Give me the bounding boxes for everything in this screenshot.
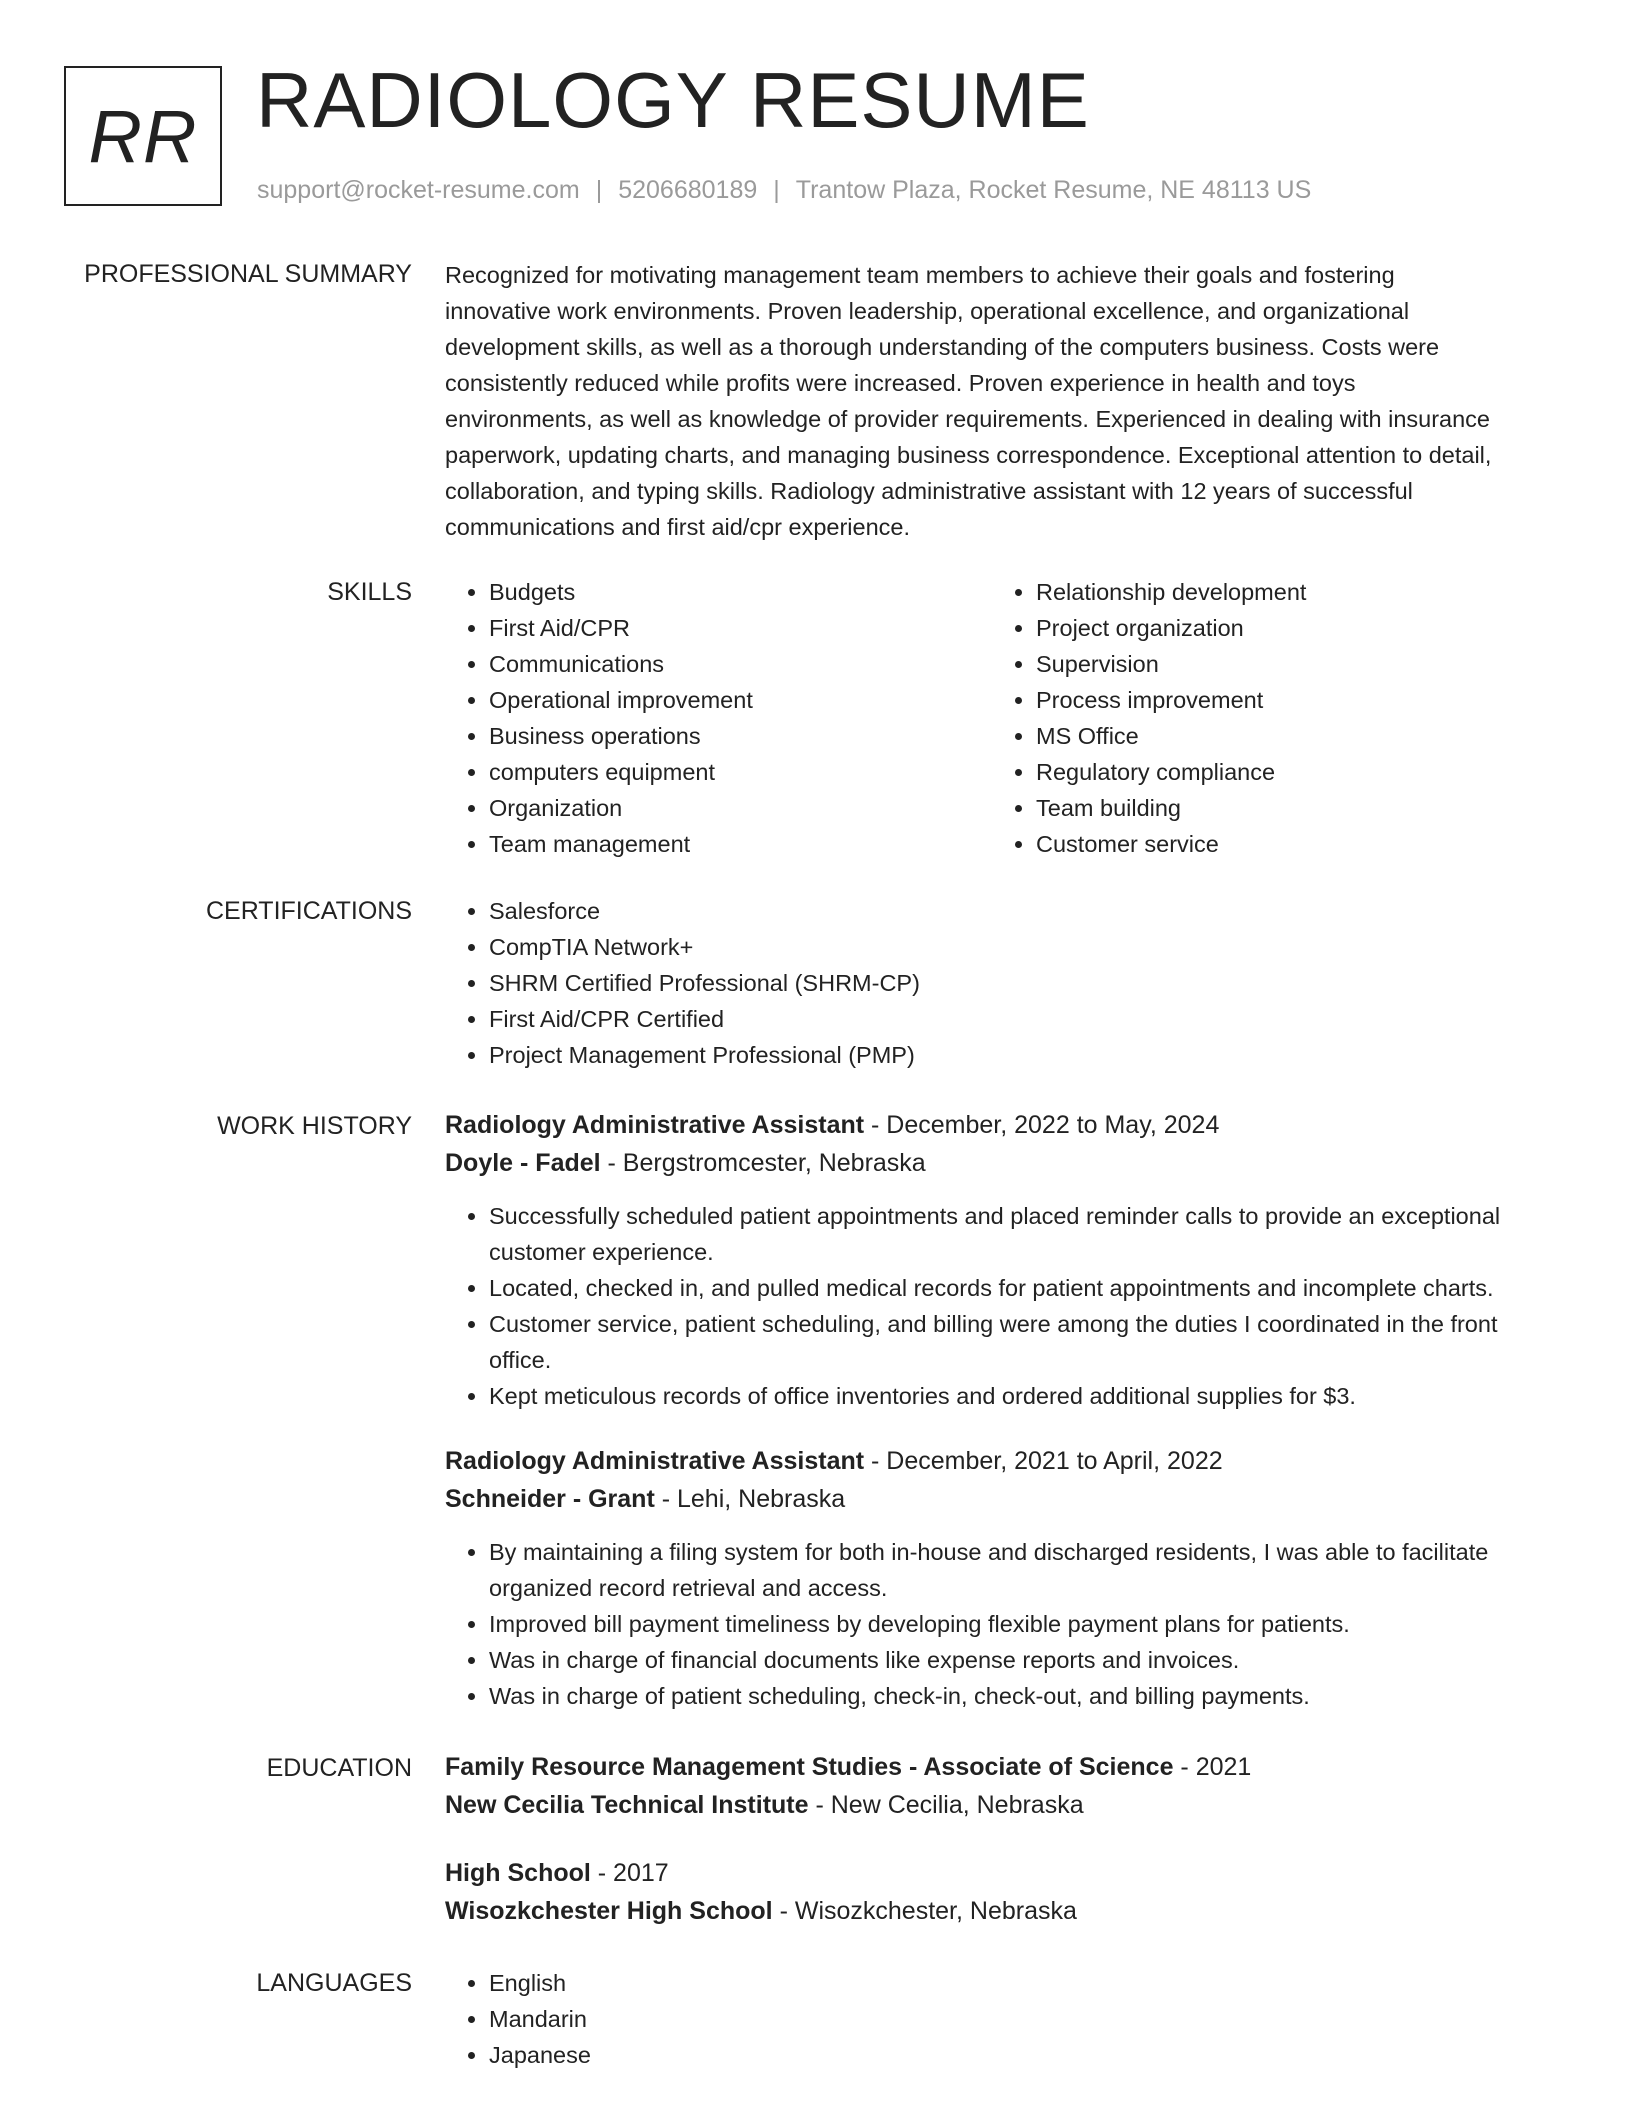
skill-item: • Business operations — [489, 718, 992, 754]
skills-grid — [445, 574, 1570, 862]
skills-column-left — [445, 574, 992, 862]
education-degree: Family Resource Management Studies - Associate of Science — [445, 1753, 1174, 1781]
job-location: - Bergstromcester, Nebraska — [600, 1149, 926, 1177]
phone-link[interactable]: 5206680189 — [618, 176, 758, 204]
education-school: New Cecilia Technical Institute — [445, 1791, 809, 1819]
summary-section — [445, 257, 1570, 545]
contact-line — [257, 172, 1311, 208]
languages-list — [445, 1965, 1570, 2073]
certification-item: • First Aid/CPR Certified — [489, 1001, 1570, 1037]
bullet-line: Located, checked in, and pulled medical records for patient appointments and incomplete charts. — [489, 1275, 1494, 1301]
summary-line: collaboration, and typing skills. Radiology administrative assistant with 12 years of successful — [445, 478, 1413, 504]
education-heading: EDUCATION — [266, 1754, 412, 1782]
summary-line: paperwork, updating charts, and managing business correspondence. Exceptional attention to detail, — [445, 442, 1492, 468]
page-title: RADIOLOGY RESUME — [256, 56, 1090, 144]
education-year: - 2017 — [590, 1859, 669, 1887]
skill-item: • MS Office — [1036, 718, 1539, 754]
skill-item: • Organization — [489, 790, 992, 826]
education-location: - New Cecilia, Nebraska — [808, 1791, 1084, 1819]
job-title: Radiology Administrative Assistant — [445, 1447, 865, 1475]
job-company-line — [445, 1144, 1570, 1182]
skill-item: • Relationship development — [1036, 574, 1539, 610]
certifications-heading: CERTIFICATIONS — [205, 897, 412, 925]
summary-line: environments, as well as knowledge of provider requirements. Experienced in dealing with insurance — [445, 406, 1491, 432]
skill-item: • Process improvement — [1036, 682, 1539, 718]
job-company: Schneider - Grant — [445, 1485, 655, 1513]
education-entry — [445, 1748, 1570, 1824]
skill-item: • Budgets — [489, 574, 992, 610]
education-school-line — [445, 1892, 1570, 1930]
job-bullets — [445, 1534, 1570, 1714]
job-bullet — [489, 1306, 1570, 1378]
summary-text — [445, 257, 1570, 545]
certification-item: • Project Management Professional (PMP) — [489, 1037, 1570, 1073]
job-title: Radiology Administrative Assistant — [445, 1111, 865, 1139]
summary-line: innovative work environments. Proven leadership, operational excellence, and organizational — [445, 298, 1410, 324]
languages-section — [445, 1965, 1570, 2073]
job-bullet — [489, 1606, 1570, 1642]
skills-list — [992, 574, 1539, 862]
job-entry — [445, 1106, 1570, 1414]
education-degree: High School — [445, 1859, 591, 1887]
bullet-line: Was in charge of patient scheduling, check-in, check-out, and billing payments. — [489, 1683, 1310, 1709]
skill-item: • Customer service — [1036, 826, 1539, 862]
certification-item: • Salesforce — [489, 893, 1570, 929]
education-degree-line — [445, 1748, 1570, 1786]
bullet-line: Kept meticulous records of office inventories and ordered additional supplies for $3. — [489, 1383, 1356, 1409]
education-year: - 2021 — [1173, 1753, 1252, 1781]
job-dates: - December, 2022 to May, 2024 — [864, 1111, 1220, 1139]
bullet-line: Was in charge of financial documents like expense reports and invoices. — [489, 1647, 1240, 1673]
skill-item: • Regulatory compliance — [1036, 754, 1539, 790]
job-location: - Lehi, Nebraska — [654, 1485, 846, 1513]
skills-column-right — [992, 574, 1539, 862]
summary-heading: PROFESSIONAL SUMMARY — [84, 260, 412, 288]
job-entry — [445, 1442, 1570, 1714]
skill-item: • Project organization — [1036, 610, 1539, 646]
contact-separator: | — [773, 176, 780, 204]
job-bullets — [445, 1198, 1570, 1414]
work-history-section — [445, 1106, 1570, 1714]
skills-list — [445, 574, 992, 862]
education-school-line — [445, 1786, 1570, 1824]
summary-line: consistently reduced while profits were increased. Proven experience in health and toys — [445, 370, 1356, 396]
education-school: Wisozkchester High School — [445, 1897, 773, 1925]
language-item: • Japanese — [489, 2037, 1570, 2073]
certification-item: • SHRM Certified Professional (SHRM-CP) — [489, 965, 1570, 1001]
job-bullet — [489, 1534, 1570, 1606]
job-bullet — [489, 1270, 1570, 1306]
job-bullet — [489, 1198, 1570, 1270]
skills-section — [445, 574, 1570, 862]
language-item: • Mandarin — [489, 2001, 1570, 2037]
job-title-line — [445, 1106, 1570, 1144]
bullet-line: organized record retrieval and access. — [489, 1575, 888, 1601]
email-link[interactable]: support@rocket-resume.com — [257, 176, 580, 204]
summary-line: development skills, as well as a thorough understanding of the computers business. Costs were — [445, 334, 1440, 360]
skill-item: • First Aid/CPR — [489, 610, 992, 646]
skill-item: • Team management — [489, 826, 992, 862]
monogram-logo: RR — [64, 66, 222, 206]
job-company-line — [445, 1480, 1570, 1518]
skill-item: • Operational improvement — [489, 682, 992, 718]
bullet-line: office. — [489, 1347, 552, 1373]
language-item: • English — [489, 1965, 1570, 2001]
work-history-heading: WORK HISTORY — [217, 1112, 412, 1140]
education-degree-line — [445, 1854, 1570, 1892]
skill-item: • computers equipment — [489, 754, 992, 790]
bullet-line: customer experience. — [489, 1239, 714, 1265]
job-bullet — [489, 1378, 1570, 1414]
certification-item: • CompTIA Network+ — [489, 929, 1570, 965]
contact-separator: | — [595, 176, 603, 204]
address-text: Trantow Plaza, Rocket Resume, NE 48113 US — [795, 176, 1312, 204]
bullet-line: By maintaining a filing system for both in-house and discharged residents, I was able to facilitate — [489, 1539, 1489, 1565]
summary-line: Recognized for motivating management team members to achieve their goals and fostering — [445, 262, 1395, 288]
job-title-line — [445, 1442, 1570, 1480]
job-company: Doyle - Fadel — [445, 1149, 601, 1177]
skill-item: • Team building — [1036, 790, 1539, 826]
job-bullet — [489, 1642, 1570, 1678]
skill-item: • Supervision — [1036, 646, 1539, 682]
languages-heading: LANGUAGES — [256, 1969, 412, 1997]
education-entry — [445, 1854, 1570, 1930]
certifications-section — [445, 893, 1570, 1073]
certifications-list — [445, 893, 1570, 1073]
education-section — [445, 1748, 1570, 1930]
skills-heading: SKILLS — [327, 578, 412, 606]
bullet-line: Successfully scheduled patient appointments and placed reminder calls to provide an exceptional — [489, 1203, 1501, 1229]
bullet-line: Customer service, patient scheduling, and billing were among the duties I coordinated in the front — [489, 1311, 1498, 1337]
job-dates: - December, 2021 to April, 2022 — [864, 1447, 1223, 1475]
summary-line: communications and first aid/cpr experience. — [445, 514, 910, 540]
education-location: - Wisozkchester, Nebraska — [772, 1897, 1077, 1925]
job-bullet — [489, 1678, 1570, 1714]
bullet-line: Improved bill payment timeliness by developing flexible payment plans for patients. — [489, 1611, 1350, 1637]
skill-item: • Communications — [489, 646, 992, 682]
